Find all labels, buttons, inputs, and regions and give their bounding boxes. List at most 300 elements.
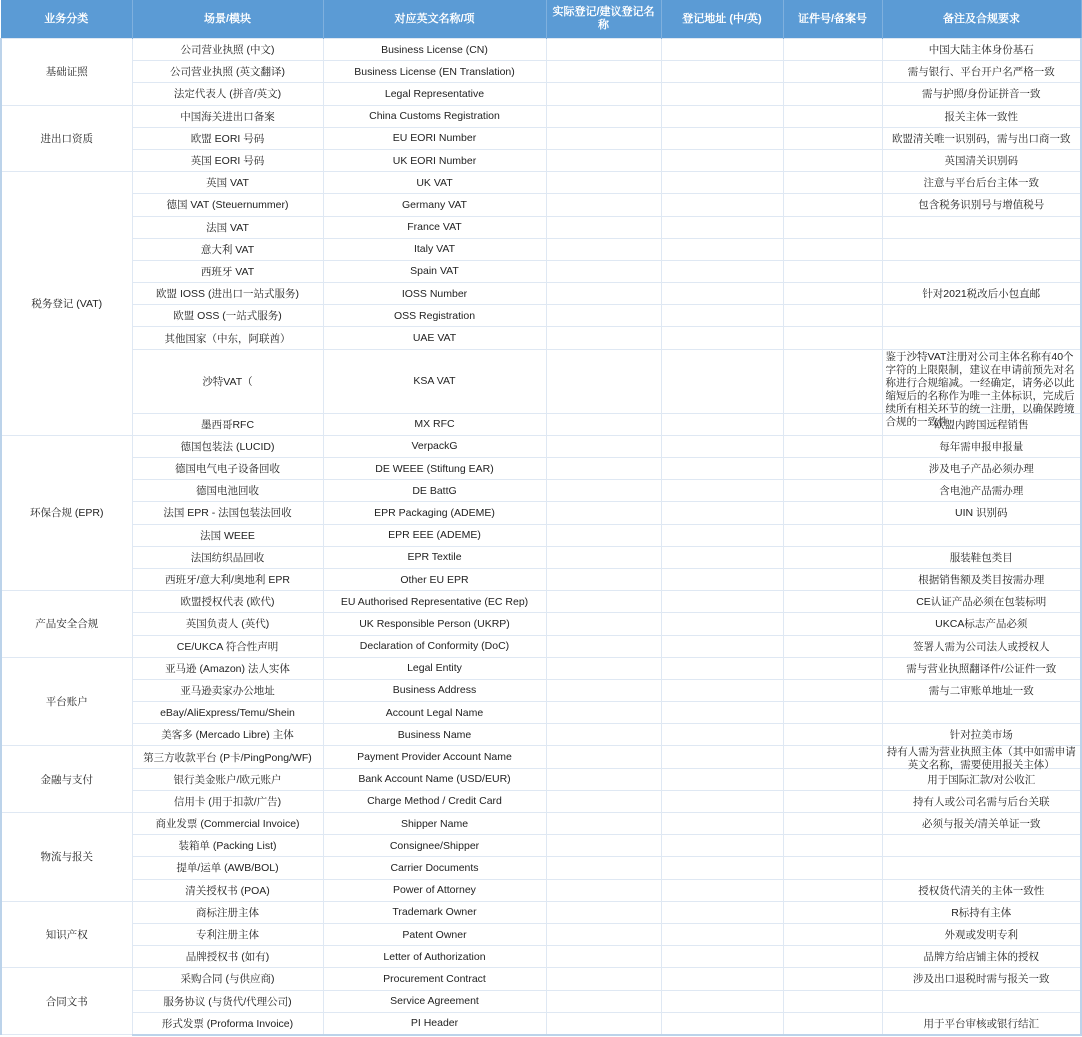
english-name-cell[interactable]: UK Responsible Person (UKRP) xyxy=(323,613,546,635)
table-row xyxy=(1,238,1081,260)
english-name-cell[interactable]: EU EORI Number xyxy=(323,127,546,149)
scene-cell[interactable]: 装箱单 (Packing List) xyxy=(132,835,323,857)
english-name-cell[interactable]: Other EU EPR xyxy=(323,568,546,590)
registered-name-cell[interactable] xyxy=(546,39,661,61)
notes-text: 鉴于沙特VAT注册对公司主体名称有40个字符的上限限制，建议在申请前预先对名称进行合规缩减。一经确定，请务必以此缩短后的名称作为唯一主体标识，完成后续所有相关环节的统一注册，以确保跨境合规的一致性 xyxy=(885,350,1075,428)
table-row xyxy=(1,591,1081,613)
certificate-no-cell[interactable] xyxy=(783,458,882,480)
scene-cell[interactable]: 采购合同 (与供应商) xyxy=(132,968,323,990)
scene-cell[interactable]: 商标注册主体 xyxy=(132,901,323,923)
english-name-cell[interactable]: PI Header xyxy=(323,1012,546,1035)
category-cell[interactable]: 基础证照 xyxy=(1,39,132,106)
english-name-cell[interactable]: Spain VAT xyxy=(323,260,546,282)
notes-cell[interactable]: 授权货代清关的主体一致性 xyxy=(882,879,1081,901)
scene-cell[interactable]: 法国 VAT xyxy=(132,216,323,238)
address-cell[interactable] xyxy=(661,216,783,238)
address-cell[interactable] xyxy=(661,83,783,105)
category-cell[interactable]: 合同文书 xyxy=(1,968,132,1035)
address-cell[interactable] xyxy=(661,283,783,305)
scene-cell[interactable]: 形式发票 (Proforma Invoice) xyxy=(132,1012,323,1035)
address-cell[interactable] xyxy=(661,591,783,613)
certificate-no-cell[interactable] xyxy=(783,679,882,701)
notes-cell[interactable]: 涉及出口退税时需与报关一致 xyxy=(882,968,1081,990)
certificate-no-cell[interactable] xyxy=(783,194,882,216)
registered-name-cell[interactable] xyxy=(546,127,661,149)
scene-cell[interactable]: 商业发票 (Commercial Invoice) xyxy=(132,813,323,835)
scene-cell[interactable]: 服务协议 (与货代/代理公司) xyxy=(132,990,323,1012)
table-row xyxy=(1,283,1081,305)
address-cell[interactable] xyxy=(661,1012,783,1035)
registered-name-cell[interactable] xyxy=(546,524,661,546)
english-name-cell[interactable]: Shipper Name xyxy=(323,813,546,835)
table-row xyxy=(1,149,1081,171)
registered-name-cell[interactable] xyxy=(546,635,661,657)
scene-cell[interactable]: 欧盟 IOSS (进出口一站式服务) xyxy=(132,283,323,305)
registered-name-cell[interactable] xyxy=(546,657,661,679)
certificate-no-cell[interactable] xyxy=(783,813,882,835)
registered-name-cell[interactable] xyxy=(546,194,661,216)
english-name-cell[interactable]: VerpackG xyxy=(323,435,546,457)
table-row xyxy=(1,327,1081,349)
notes-cell[interactable]: 包含税务识别号与增值税号 xyxy=(882,194,1081,216)
address-cell[interactable] xyxy=(661,435,783,457)
header-certificate-no[interactable]: 证件号/备案号 xyxy=(783,0,882,39)
scene-cell[interactable]: 公司营业执照 (英文翻译) xyxy=(132,61,323,83)
english-name-cell[interactable]: UAE VAT xyxy=(323,327,546,349)
address-cell[interactable] xyxy=(661,790,783,812)
table-row xyxy=(1,524,1081,546)
table-row xyxy=(1,568,1081,590)
certificate-no-cell[interactable] xyxy=(783,835,882,857)
english-name-cell[interactable]: DE BattG xyxy=(323,480,546,502)
certificate-no-cell[interactable] xyxy=(783,149,882,171)
english-name-cell[interactable]: Charge Method / Credit Card xyxy=(323,790,546,812)
english-name-cell[interactable]: EPR Textile xyxy=(323,546,546,568)
address-cell[interactable] xyxy=(661,702,783,724)
scene-cell[interactable]: 品牌授权书 (如有) xyxy=(132,946,323,968)
certificate-no-cell[interactable] xyxy=(783,635,882,657)
notes-cell[interactable] xyxy=(882,746,1081,772)
address-cell[interactable] xyxy=(661,127,783,149)
english-name-cell[interactable]: Patent Owner xyxy=(323,923,546,945)
english-name-cell[interactable]: Business Name xyxy=(323,724,546,746)
address-cell[interactable] xyxy=(661,813,783,835)
scene-cell[interactable]: 美客多 (Mercado Libre) 主体 xyxy=(132,724,323,746)
registered-name-cell[interactable] xyxy=(546,702,661,724)
registered-name-cell[interactable] xyxy=(546,923,661,945)
table-row xyxy=(1,172,1081,194)
table-row xyxy=(1,39,1081,61)
notes-cell[interactable]: 针对拉美市场 xyxy=(882,724,1081,746)
registered-name-cell[interactable] xyxy=(546,172,661,194)
certificate-no-cell[interactable] xyxy=(783,502,882,524)
certificate-no-cell[interactable] xyxy=(783,327,882,349)
category-cell[interactable]: 税务登记 (VAT) xyxy=(1,172,132,436)
address-cell[interactable] xyxy=(661,635,783,657)
certificate-no-cell[interactable] xyxy=(783,238,882,260)
scene-cell[interactable]: 沙特VAT（ xyxy=(132,349,323,413)
english-name-cell[interactable]: Bank Account Name (USD/EUR) xyxy=(323,768,546,790)
scene-cell[interactable]: 西班牙/意大利/奥地利 EPR xyxy=(132,568,323,590)
table-row xyxy=(1,635,1081,657)
registered-name-cell[interactable] xyxy=(546,349,661,413)
address-cell[interactable] xyxy=(661,679,783,701)
notes-cell[interactable] xyxy=(882,524,1081,546)
address-cell[interactable] xyxy=(661,149,783,171)
certificate-no-cell[interactable] xyxy=(783,127,882,149)
registered-name-cell[interactable] xyxy=(546,990,661,1012)
registered-name-cell[interactable] xyxy=(546,305,661,327)
registered-name-cell[interactable] xyxy=(546,679,661,701)
scene-cell[interactable]: CE/UKCA 符合性声明 xyxy=(132,635,323,657)
certificate-no-cell[interactable] xyxy=(783,613,882,635)
address-cell[interactable] xyxy=(661,172,783,194)
notes-cell[interactable]: 持有人或公司名需与后台关联 xyxy=(882,790,1081,812)
table-row xyxy=(1,458,1081,480)
english-name-cell[interactable]: UK EORI Number xyxy=(323,149,546,171)
scene-cell[interactable]: 亚马逊卖家办公地址 xyxy=(132,679,323,701)
certificate-no-cell[interactable] xyxy=(783,591,882,613)
address-cell[interactable] xyxy=(661,480,783,502)
english-name-cell[interactable]: France VAT xyxy=(323,216,546,238)
scene-cell[interactable]: 意大利 VAT xyxy=(132,238,323,260)
english-name-cell[interactable]: EU Authorised Representative (EC Rep) xyxy=(323,591,546,613)
category-cell[interactable]: 产品安全合规 xyxy=(1,591,132,658)
registered-name-cell[interactable] xyxy=(546,283,661,305)
scene-cell[interactable]: 亚马逊 (Amazon) 法人实体 xyxy=(132,657,323,679)
registered-name-cell[interactable] xyxy=(546,968,661,990)
certificate-no-cell[interactable] xyxy=(783,946,882,968)
scene-cell[interactable]: 德国电气电子设备回收 xyxy=(132,458,323,480)
notes-cell[interactable] xyxy=(882,835,1081,857)
scene-cell[interactable]: 中国海关进出口备案 xyxy=(132,105,323,127)
scene-cell[interactable]: 银行美金账户/欧元账户 xyxy=(132,768,323,790)
english-name-cell[interactable]: Business Address xyxy=(323,679,546,701)
english-name-cell[interactable]: IOSS Number xyxy=(323,283,546,305)
notes-cell[interactable]: 欧盟清关唯一识别码，需与出口商一致 xyxy=(882,127,1081,149)
certificate-no-cell[interactable] xyxy=(783,524,882,546)
category-cell[interactable]: 环保合规 (EPR) xyxy=(1,435,132,590)
notes-cell[interactable]: 服装鞋包类目 xyxy=(882,546,1081,568)
certificate-no-cell[interactable] xyxy=(783,1012,882,1035)
certificate-no-cell[interactable] xyxy=(783,724,882,746)
registered-name-cell[interactable] xyxy=(546,413,661,435)
notes-cell[interactable]: 签署人需为公司法人或授权人 xyxy=(882,635,1081,657)
address-cell[interactable] xyxy=(661,39,783,61)
address-cell[interactable] xyxy=(661,502,783,524)
address-cell[interactable] xyxy=(661,901,783,923)
table-row xyxy=(1,105,1081,127)
certificate-no-cell[interactable] xyxy=(783,568,882,590)
english-name-cell[interactable]: Business License (CN) xyxy=(323,39,546,61)
certificate-no-cell[interactable] xyxy=(783,657,882,679)
registered-name-cell[interactable] xyxy=(546,746,661,768)
registered-name-cell[interactable] xyxy=(546,790,661,812)
notes-cell[interactable] xyxy=(882,990,1081,1012)
registered-name-cell[interactable] xyxy=(546,768,661,790)
scene-cell[interactable]: 专利注册主体 xyxy=(132,923,323,945)
certificate-no-cell[interactable] xyxy=(783,990,882,1012)
scene-cell[interactable]: 墨西哥RFC xyxy=(132,413,323,435)
category-cell[interactable]: 金融与支付 xyxy=(1,746,132,813)
table-row xyxy=(1,901,1081,923)
scene-cell[interactable]: 英国 EORI 号码 xyxy=(132,149,323,171)
scene-cell[interactable]: 清关授权书 (POA) xyxy=(132,879,323,901)
notes-cell[interactable] xyxy=(882,260,1081,282)
notes-cell[interactable] xyxy=(882,327,1081,349)
address-cell[interactable] xyxy=(661,413,783,435)
registered-name-cell[interactable] xyxy=(546,901,661,923)
registered-name-cell[interactable] xyxy=(546,83,661,105)
certificate-no-cell[interactable] xyxy=(783,172,882,194)
english-name-cell[interactable]: Carrier Documents xyxy=(323,857,546,879)
notes-cell[interactable]: 必须与报关/清关单证一致 xyxy=(882,813,1081,835)
address-cell[interactable] xyxy=(661,968,783,990)
notes-cell[interactable]: 需与银行、平台开户名严格一致 xyxy=(882,61,1081,83)
notes-cell[interactable]: 用于国际汇款/对公收汇 xyxy=(882,768,1081,790)
certificate-no-cell[interactable] xyxy=(783,39,882,61)
scene-cell[interactable]: 英国 VAT xyxy=(132,172,323,194)
registered-name-cell[interactable] xyxy=(546,327,661,349)
notes-cell[interactable]: 外观或发明专利 xyxy=(882,923,1081,945)
certificate-no-cell[interactable] xyxy=(783,746,882,768)
registered-name-cell[interactable] xyxy=(546,835,661,857)
category-cell[interactable]: 知识产权 xyxy=(1,901,132,968)
scene-cell[interactable]: 法定代表人 (拼音/英文) xyxy=(132,83,323,105)
address-cell[interactable] xyxy=(661,990,783,1012)
english-name-cell[interactable]: Business License (EN Translation) xyxy=(323,61,546,83)
address-cell[interactable] xyxy=(661,61,783,83)
registered-name-cell[interactable] xyxy=(546,813,661,835)
scene-cell[interactable]: 欧盟授权代表 (欧代) xyxy=(132,591,323,613)
scene-cell[interactable]: 信用卡 (用于扣款/广告) xyxy=(132,790,323,812)
certificate-no-cell[interactable] xyxy=(783,83,882,105)
certificate-no-cell[interactable] xyxy=(783,923,882,945)
registered-name-cell[interactable] xyxy=(546,260,661,282)
certificate-no-cell[interactable] xyxy=(783,968,882,990)
table-row xyxy=(1,480,1081,502)
scene-cell[interactable]: 西班牙 VAT xyxy=(132,260,323,282)
address-cell[interactable] xyxy=(661,657,783,679)
notes-cell[interactable] xyxy=(882,857,1081,879)
table-body xyxy=(1,39,1081,1035)
certificate-no-cell[interactable] xyxy=(783,413,882,435)
registered-name-cell[interactable] xyxy=(546,435,661,457)
scene-cell[interactable]: 德国包装法 (LUCID) xyxy=(132,435,323,457)
certificate-no-cell[interactable] xyxy=(783,790,882,812)
address-cell[interactable] xyxy=(661,327,783,349)
scene-cell[interactable]: 德国电池回收 xyxy=(132,480,323,502)
category-cell[interactable]: 物流与报关 xyxy=(1,813,132,902)
english-name-cell[interactable]: UK VAT xyxy=(323,172,546,194)
notes-cell[interactable]: 针对2021税改后小包直邮 xyxy=(882,283,1081,305)
address-cell[interactable] xyxy=(661,194,783,216)
notes-cell[interactable]: 中国大陆主体身份基石 xyxy=(882,39,1081,61)
english-name-cell[interactable]: Payment Provider Account Name xyxy=(323,746,546,768)
category-cell[interactable]: 平台账户 xyxy=(1,657,132,746)
address-cell[interactable] xyxy=(661,349,783,413)
table-row xyxy=(1,857,1081,879)
address-cell[interactable] xyxy=(661,746,783,768)
notes-cell[interactable]: 欧盟内跨国远程销售 xyxy=(882,413,1081,435)
registered-name-cell[interactable] xyxy=(546,216,661,238)
english-name-cell[interactable]: MX RFC xyxy=(323,413,546,435)
notes-cell[interactable]: 需与营业执照翻译件/公证件一致 xyxy=(882,657,1081,679)
address-cell[interactable] xyxy=(661,857,783,879)
certificate-no-cell[interactable] xyxy=(783,857,882,879)
table-row xyxy=(1,724,1081,746)
address-cell[interactable] xyxy=(661,613,783,635)
certificate-no-cell[interactable] xyxy=(783,260,882,282)
notes-cell[interactable]: 涉及电子产品必须办理 xyxy=(882,458,1081,480)
scene-cell[interactable]: 英国负责人 (英代) xyxy=(132,613,323,635)
notes-cell[interactable]: 报关主体一致性 xyxy=(882,105,1081,127)
certificate-no-cell[interactable] xyxy=(783,349,882,413)
registered-name-cell[interactable] xyxy=(546,149,661,171)
notes-cell[interactable] xyxy=(882,702,1081,724)
notes-cell[interactable]: 根据销售额及类目按需办理 xyxy=(882,568,1081,590)
address-cell[interactable] xyxy=(661,835,783,857)
table-row xyxy=(1,260,1081,282)
notes-cell[interactable]: 英国清关识别码 xyxy=(882,149,1081,171)
table-row xyxy=(1,613,1081,635)
registered-name-cell[interactable] xyxy=(546,613,661,635)
english-name-cell[interactable]: EPR EEE (ADEME) xyxy=(323,524,546,546)
english-name-cell[interactable]: China Customs Registration xyxy=(323,105,546,127)
certificate-no-cell[interactable] xyxy=(783,216,882,238)
notes-cell[interactable]: UIN 识别码 xyxy=(882,502,1081,524)
address-cell[interactable] xyxy=(661,923,783,945)
category-cell[interactable]: 进出口资质 xyxy=(1,105,132,172)
certificate-no-cell[interactable] xyxy=(783,702,882,724)
notes-cell[interactable]: 含电池产品需办理 xyxy=(882,480,1081,502)
notes-cell[interactable]: 需与二审账单地址一致 xyxy=(882,679,1081,701)
registered-name-cell[interactable] xyxy=(546,458,661,480)
registered-name-cell[interactable] xyxy=(546,480,661,502)
english-name-cell[interactable]: DE WEEE (Stiftung EAR) xyxy=(323,458,546,480)
address-cell[interactable] xyxy=(661,260,783,282)
english-name-cell[interactable]: Account Legal Name xyxy=(323,702,546,724)
english-name-cell[interactable]: Germany VAT xyxy=(323,194,546,216)
scene-cell[interactable]: 欧盟 EORI 号码 xyxy=(132,127,323,149)
registered-name-cell[interactable] xyxy=(546,879,661,901)
certificate-no-cell[interactable] xyxy=(783,435,882,457)
scene-cell[interactable]: 法国纺织品回收 xyxy=(132,546,323,568)
address-cell[interactable] xyxy=(661,724,783,746)
table-row xyxy=(1,502,1081,524)
address-cell[interactable] xyxy=(661,524,783,546)
notes-cell[interactable]: 每年需申报申报量 xyxy=(882,435,1081,457)
english-name-cell[interactable]: EPR Packaging (ADEME) xyxy=(323,502,546,524)
notes-cell[interactable]: 用于平台审核或银行结汇 xyxy=(882,1012,1081,1035)
scene-cell[interactable]: 欧盟 OSS (一站式服务) xyxy=(132,305,323,327)
registered-name-cell[interactable] xyxy=(546,591,661,613)
address-cell[interactable] xyxy=(661,305,783,327)
header-address[interactable]: 登记地址 (中/英) xyxy=(661,0,783,39)
registered-name-cell[interactable] xyxy=(546,61,661,83)
scene-cell[interactable]: eBay/AliExpress/Temu/Shein xyxy=(132,702,323,724)
address-cell[interactable] xyxy=(661,879,783,901)
header-registered-name[interactable]: 实际登记/建议登记名称 xyxy=(546,0,661,39)
notes-cell[interactable]: UKCA标志产品必须 xyxy=(882,613,1081,635)
header-scene[interactable]: 场景/模块 xyxy=(132,0,323,39)
header-notes[interactable]: 备注及合规要求 xyxy=(882,0,1081,39)
table-row xyxy=(1,835,1081,857)
notes-cell[interactable]: CE认证产品必须在包装标明 xyxy=(882,591,1081,613)
certificate-no-cell[interactable] xyxy=(783,546,882,568)
english-name-cell[interactable]: Italy VAT xyxy=(323,238,546,260)
scene-cell[interactable]: 公司营业执照 (中文) xyxy=(132,39,323,61)
english-name-cell[interactable]: Consignee/Shipper xyxy=(323,835,546,857)
registered-name-cell[interactable] xyxy=(546,546,661,568)
registered-name-cell[interactable] xyxy=(546,724,661,746)
registered-name-cell[interactable] xyxy=(546,568,661,590)
notes-cell[interactable] xyxy=(882,305,1081,327)
table-row xyxy=(1,83,1081,105)
english-name-cell[interactable]: Trademark Owner xyxy=(323,901,546,923)
certificate-no-cell[interactable] xyxy=(783,61,882,83)
english-name-cell[interactable]: OSS Registration xyxy=(323,305,546,327)
notes-cell[interactable] xyxy=(882,216,1081,238)
certificate-no-cell[interactable] xyxy=(783,105,882,127)
address-cell[interactable] xyxy=(661,768,783,790)
table-row xyxy=(1,305,1081,327)
certificate-no-cell[interactable] xyxy=(783,305,882,327)
scene-cell[interactable]: 法国 WEEE xyxy=(132,524,323,546)
header-category[interactable]: 业务分类 xyxy=(1,0,132,39)
notes-cell[interactable]: R标持有主体 xyxy=(882,901,1081,923)
english-name-cell[interactable]: Legal Representative xyxy=(323,83,546,105)
scene-cell[interactable]: 第三方收款平台 (P卡/PingPong/WF) xyxy=(132,746,323,768)
address-cell[interactable] xyxy=(661,105,783,127)
registered-name-cell[interactable] xyxy=(546,946,661,968)
certificate-no-cell[interactable] xyxy=(783,283,882,305)
address-cell[interactable] xyxy=(661,458,783,480)
english-name-cell[interactable]: Service Agreement xyxy=(323,990,546,1012)
address-cell[interactable] xyxy=(661,568,783,590)
notes-cell[interactable]: 品牌方给店铺主体的授权 xyxy=(882,946,1081,968)
address-cell[interactable] xyxy=(661,238,783,260)
english-name-cell[interactable]: Letter of Authorization xyxy=(323,946,546,968)
certificate-no-cell[interactable] xyxy=(783,901,882,923)
english-name-cell[interactable]: KSA VAT xyxy=(323,349,546,413)
registered-name-cell[interactable] xyxy=(546,857,661,879)
address-cell[interactable] xyxy=(661,546,783,568)
certificate-no-cell[interactable] xyxy=(783,480,882,502)
english-name-cell[interactable]: Power of Attorney xyxy=(323,879,546,901)
header-english-name[interactable]: 对应英文名称/项 xyxy=(323,0,546,39)
scene-cell[interactable]: 提单/运单 (AWB/BOL) xyxy=(132,857,323,879)
certificate-no-cell[interactable] xyxy=(783,879,882,901)
notes-cell[interactable]: 需与护照/身份证拼音一致 xyxy=(882,83,1081,105)
scene-cell[interactable]: 法国 EPR - 法国包装法回收 xyxy=(132,502,323,524)
english-name-cell[interactable]: Procurement Contract xyxy=(323,968,546,990)
scene-cell[interactable]: 其他国家（中东，阿联酋） xyxy=(132,327,323,349)
registered-name-cell[interactable] xyxy=(546,1012,661,1035)
notes-cell[interactable]: 注意与平台后台主体一致 xyxy=(882,172,1081,194)
registered-name-cell[interactable] xyxy=(546,105,661,127)
table-row xyxy=(1,349,1081,413)
english-name-cell[interactable]: Legal Entity xyxy=(323,657,546,679)
certificate-no-cell[interactable] xyxy=(783,768,882,790)
registered-name-cell[interactable] xyxy=(546,238,661,260)
address-cell[interactable] xyxy=(661,946,783,968)
notes-cell[interactable] xyxy=(882,238,1081,260)
english-name-cell[interactable]: Declaration of Conformity (DoC) xyxy=(323,635,546,657)
scene-cell[interactable]: 德国 VAT (Steuernummer) xyxy=(132,194,323,216)
table-row xyxy=(1,657,1081,679)
registered-name-cell[interactable] xyxy=(546,502,661,524)
